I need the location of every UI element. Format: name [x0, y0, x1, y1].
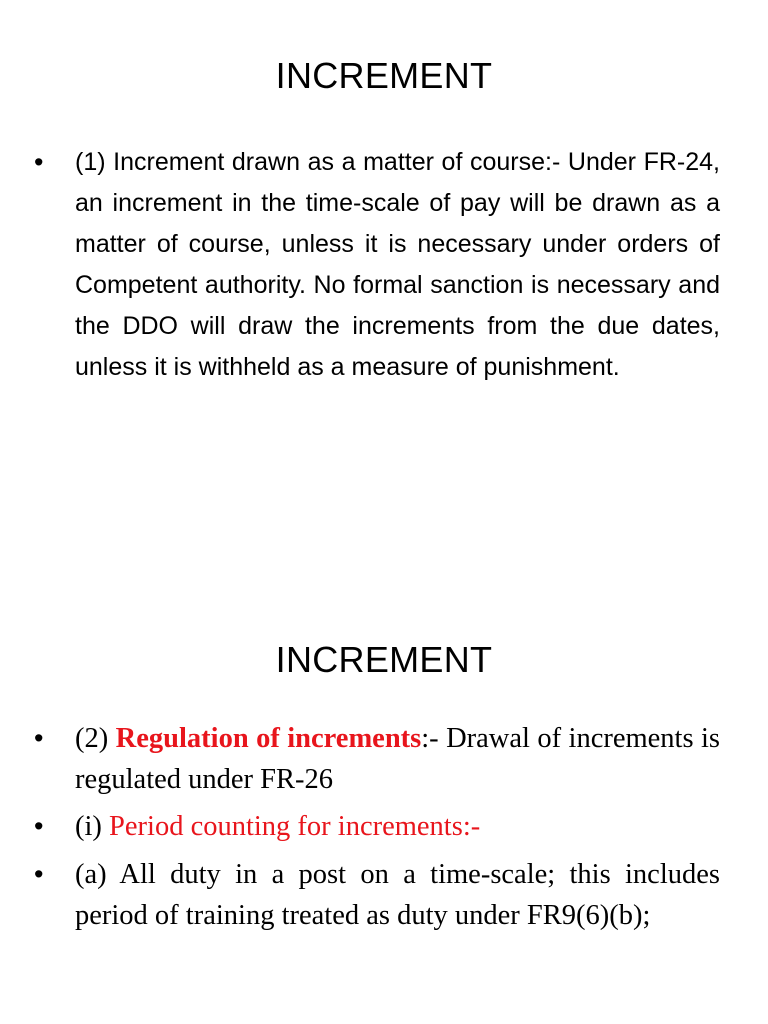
slide-1-bullet-1: • (1) Increment drawn as a matter of course:- Under FR-24, an increment in the time-scale of pay will be drawn as a matter of course, unless it is necessary under orders of Competent authority. No formal sanction is necessary and the DDO will draw the increments from the due dates, unless it is withheld as a measure of punishment. [75, 142, 720, 388]
bullet-highlight: Regulation of increments [115, 723, 422, 754]
slide-2-bullet-1 [75, 718, 720, 800]
slide-1-title: INCREMENT [275, 55, 493, 96]
bullet-prefix: (2) [75, 723, 116, 754]
slide-2-title: INCREMENT [275, 639, 493, 680]
bullet-highlight: Period counting for increments:- [109, 811, 481, 842]
slide-2 [0, 612, 768, 1024]
slide-2-bullet-2 [75, 806, 720, 847]
bullet-prefix: (i) [75, 811, 110, 842]
slide-2-bullet-3: • (a) All duty in a post on a time-scale; this includes period of training treated as duty under FR9(6)(b); [75, 854, 720, 936]
bullet-suffix: :- Drawal of increments is regulated under FR-26 [75, 723, 720, 795]
